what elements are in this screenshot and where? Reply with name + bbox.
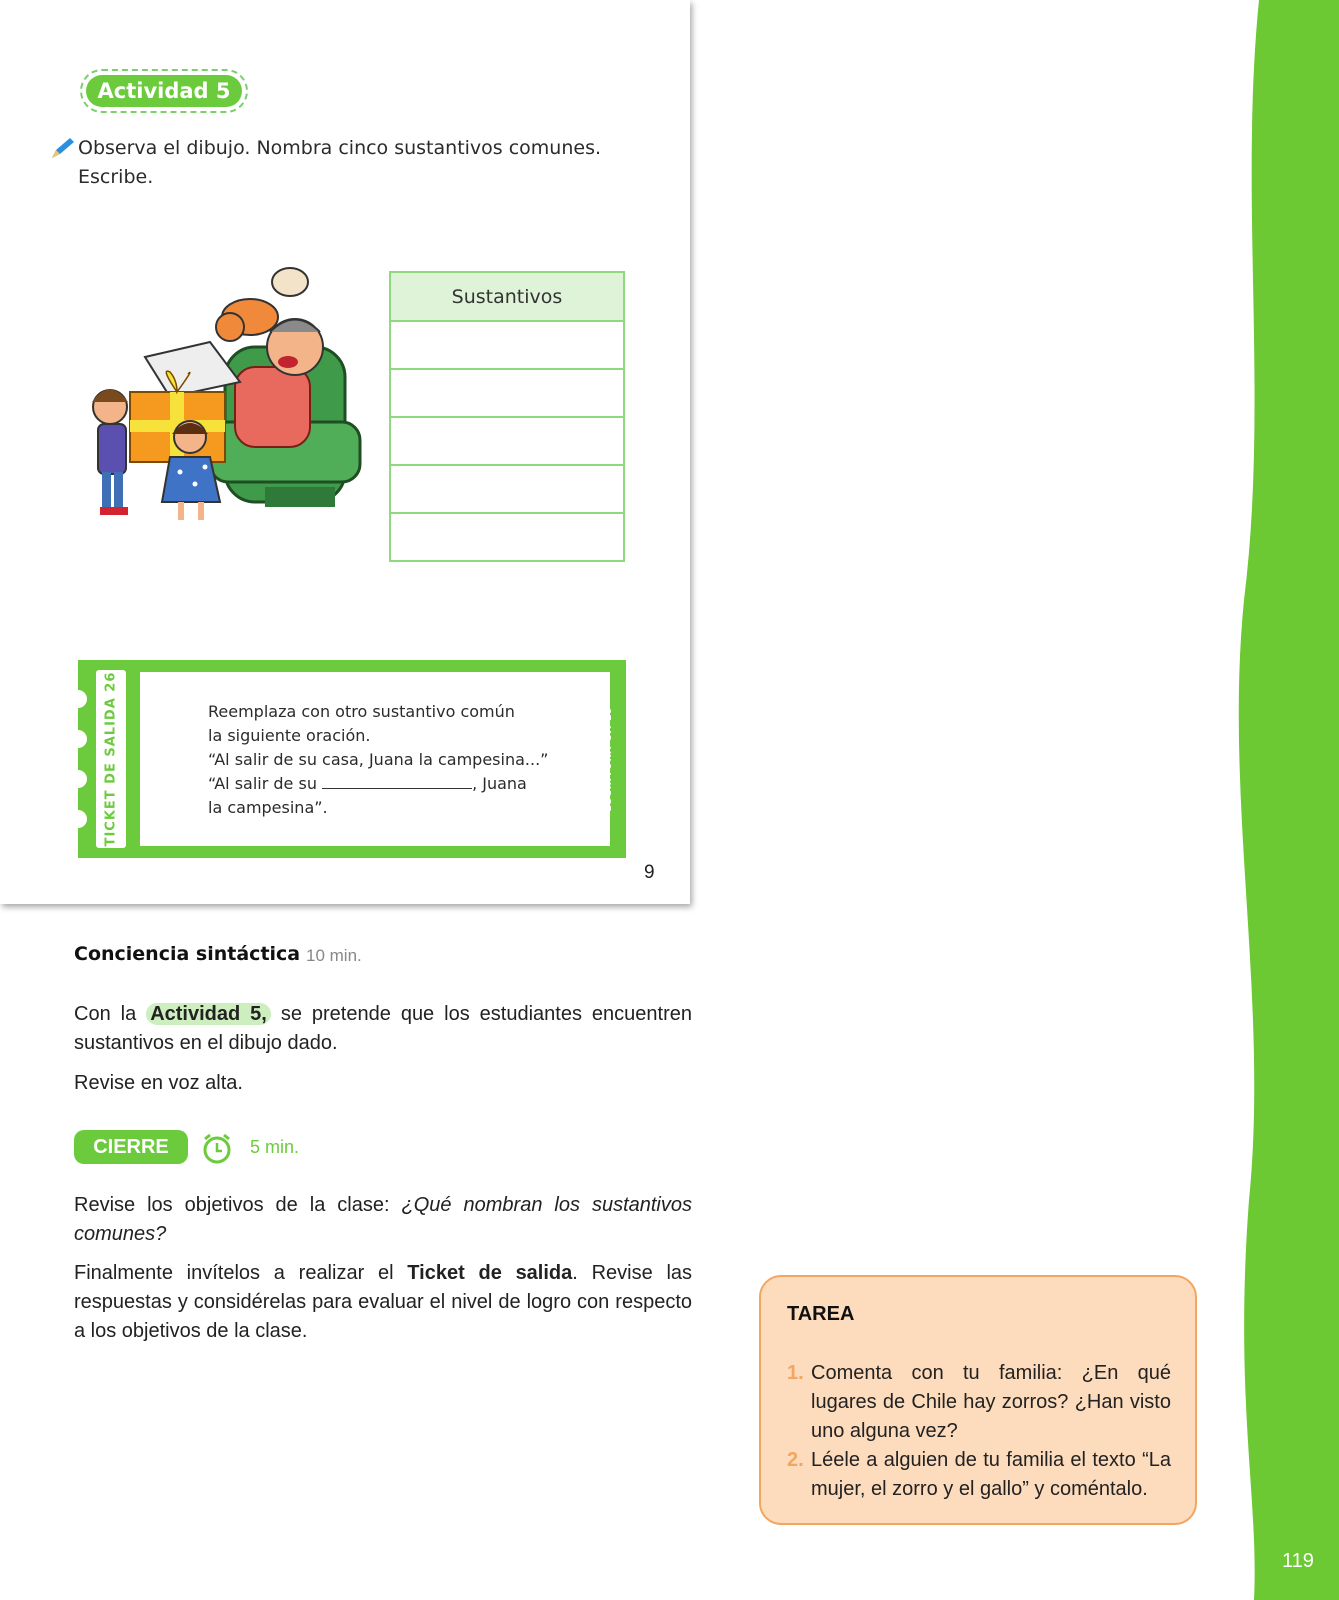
ticket-notch: [69, 810, 87, 828]
homework-item: [787, 1446, 1171, 1504]
homework-list: [787, 1359, 1171, 1504]
activity-label: Actividad 5: [86, 75, 242, 107]
ticket-text: [208, 700, 568, 820]
noun-answer-cell[interactable]: [390, 321, 624, 369]
noun-answer-cell[interactable]: [390, 369, 624, 417]
ticket-line: “Al salir de su casa, Juana la campesina...”: [208, 750, 549, 769]
guide-paragraph: [74, 1000, 692, 1058]
item-number: 1.: [787, 1362, 804, 1384]
ticket-notch: [69, 770, 87, 788]
ticket-notch: [69, 730, 87, 748]
answer-blank[interactable]: [322, 788, 472, 789]
nouns-table: [389, 271, 625, 562]
homework-item: [787, 1359, 1171, 1446]
section-title: Conciencia sintáctica: [74, 943, 301, 965]
homework-title: TAREA: [787, 1303, 855, 1325]
noun-answer-cell[interactable]: [390, 465, 624, 513]
cierre-time: 5 min.: [250, 1137, 300, 1157]
ticket-emphasis: Ticket de salida: [407, 1262, 573, 1284]
guide-paragraph: [74, 1259, 692, 1346]
noun-answer-cell[interactable]: [390, 513, 624, 561]
cierre-badge: CIERRE: [74, 1130, 188, 1164]
homework-box: [759, 1275, 1197, 1525]
pencil-icon: [50, 136, 76, 160]
ticket-line: la siguiente oración.: [208, 726, 371, 745]
text-run: Con la: [74, 1003, 147, 1025]
item-text: Léele a alguien de tu familia el texto “La mujer, el zorro y el gallo” y coméntalo.: [811, 1449, 1171, 1500]
ticket-fill-line: [208, 772, 568, 796]
ticket-side-text: TICKET DE SALIDA 26: [103, 671, 119, 847]
alarm-clock-icon: [200, 1131, 234, 1165]
section-time: 10 min.: [306, 946, 362, 965]
ticket-notch: [69, 690, 87, 708]
text-run: Finalmente invítelos a realizar el: [74, 1262, 408, 1284]
activity-badge: [80, 69, 248, 113]
text-run: Revise los objetivos de la clase:: [74, 1194, 402, 1216]
guide-paragraph: [74, 1191, 692, 1249]
class-objective-question: ¿Qué nombran los sustantivos comunes?: [74, 1194, 692, 1245]
ticket-side-label: [96, 670, 126, 848]
item-number: 2.: [787, 1449, 804, 1471]
activity-highlight: Actividad 5,: [146, 1003, 271, 1025]
noun-answer-cell[interactable]: [390, 417, 624, 465]
text-run: se pretende que los estudiantes encuentren sustantivos en el dibujo dado.: [74, 1003, 693, 1054]
student-workbook-page: [0, 0, 690, 904]
exit-ticket: [78, 660, 626, 858]
guide-paragraph: Revise en voz alta.: [74, 1072, 243, 1094]
student-page-number: 9: [644, 862, 655, 883]
ticket-right-text: ESCRITURA OA 19: [604, 706, 614, 812]
ticket-right-label: [602, 660, 616, 858]
item-text: Comenta con tu familia: ¿En qué lugares de Chile hay zorros? ¿Han visto uno alguna vez?: [811, 1362, 1171, 1442]
ticket-line: la campesina”.: [208, 798, 328, 817]
ticket-line-start: “Al salir de su: [208, 774, 317, 793]
nouns-table-header: Sustantivos: [390, 272, 624, 321]
page-number: 119: [1282, 1550, 1314, 1572]
green-side-band: [1229, 0, 1339, 1600]
ticket-line: Reemplaza con otro sustantivo común: [208, 702, 515, 721]
text-run: . Revise las respuestas y considérelas para evaluar el nivel de logro con respecto a los objetivos de la clase.: [74, 1262, 693, 1342]
family-gift-illustration: [70, 262, 370, 537]
ticket-line-end: , Juana: [472, 774, 527, 793]
activity-instruction: Observa el dibujo. Nombra cinco sustantivos comunes. Escribe.: [78, 137, 602, 188]
